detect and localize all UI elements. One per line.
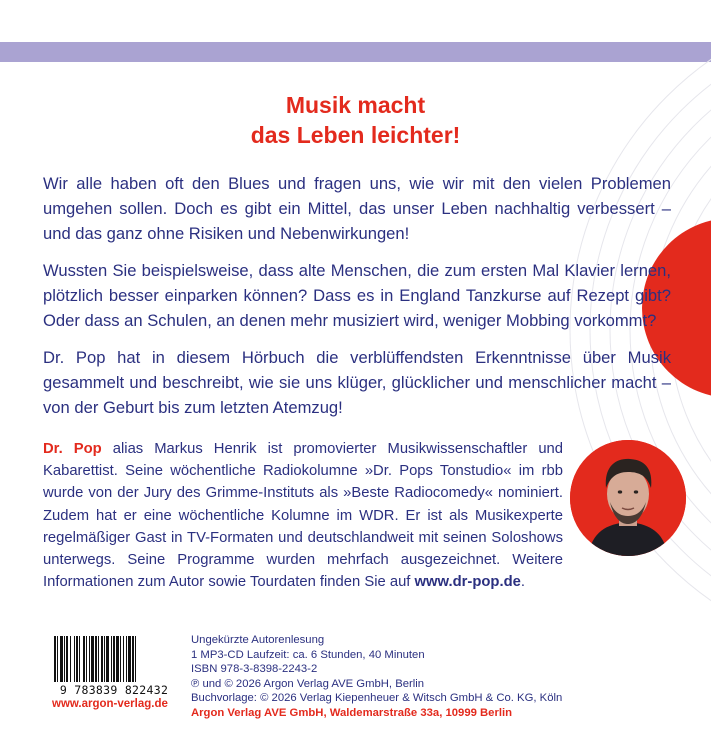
publisher-address: Argon Verlag AVE GmbH, Waldemarstraße 33a, 10999 Berlin <box>191 706 513 719</box>
author-photo <box>570 440 686 556</box>
facts-paragraph: Wussten Sie beispielsweise, dass alte Menschen, die zum ersten Mal Klavier lernen, plötzlich besser einparken können? Dass es in England Tanzkurse auf Rezept gibt? Oder dass an Schulen, an denen mehr musiziert wird, weniger Mobbing vorkommt? <box>43 261 671 330</box>
author-bio <box>43 438 563 593</box>
headline-line-2: das Leben leichter! <box>250 122 461 148</box>
production-details <box>191 633 562 720</box>
top-color-band <box>0 42 711 62</box>
author-bio-end: . <box>520 574 525 591</box>
headline <box>0 90 711 150</box>
barcode-digits: 9 783839 822432 <box>59 683 169 697</box>
headline-line-1: Musik macht <box>285 92 426 118</box>
details-line: ISBN 978-3-8398-2243-2 <box>191 663 318 675</box>
publisher-website-link[interactable]: www.argon-verlag.de <box>52 698 168 710</box>
details-line: ℗ und © 2026 Argon Verlag AVE GmbH, Berlin <box>191 677 425 690</box>
details-line: Buchvorlage: © 2026 Verlag Kiepenheuer & Witsch GmbH & Co. KG, Köln <box>191 692 563 704</box>
intro-paragraph: Wir alle haben oft den Blues und fragen uns, wie wir mit den vielen Problemen umgehen sollen. Doch es gibt ein Mittel, das unser Leben nachhaltig verbessert – und das ganz ohne Risiken und Nebenwirkungen! <box>43 174 671 243</box>
author-bio-text: alias Markus Henrik ist promovierter Musikwissenschaftler und Kabarettist. Seine wöchentliche Radiokolumne »Dr. Pops Tonstudio« im rbb wurde von der Jury des Grimme-Instituts als »Beste Radiocomedy« nominiert. Zudem hat er eine wöchentliche Kolumne im WDR. Er ist als Musikexperte regelmäßiger Gast in TV-Formaten und deutschlandweit mit seinen Soloshows unterwegs. Seine Programme wurden mehrfach ausgezeichnet. Weitere Informationen zum Autor sowie Tourdaten finden Sie auf <box>43 441 564 591</box>
details-line: Ungekürzte Autorenlesung <box>191 634 325 646</box>
author-website-link[interactable]: www.dr-pop.de <box>414 574 521 591</box>
details-line: 1 MP3-CD Laufzeit: ca. 6 Stunden, 40 Minuten <box>191 648 425 661</box>
author-name: Dr. Pop <box>43 441 102 457</box>
summary-paragraph: Dr. Pop hat in diesem Hörbuch die verblüffendsten Erkenntnisse über Musik gesammelt und beschreibt, wie sie uns klüger, glücklicher und menschlicher macht – von der Geburt bis zum letzten Atemzug! <box>43 348 671 417</box>
